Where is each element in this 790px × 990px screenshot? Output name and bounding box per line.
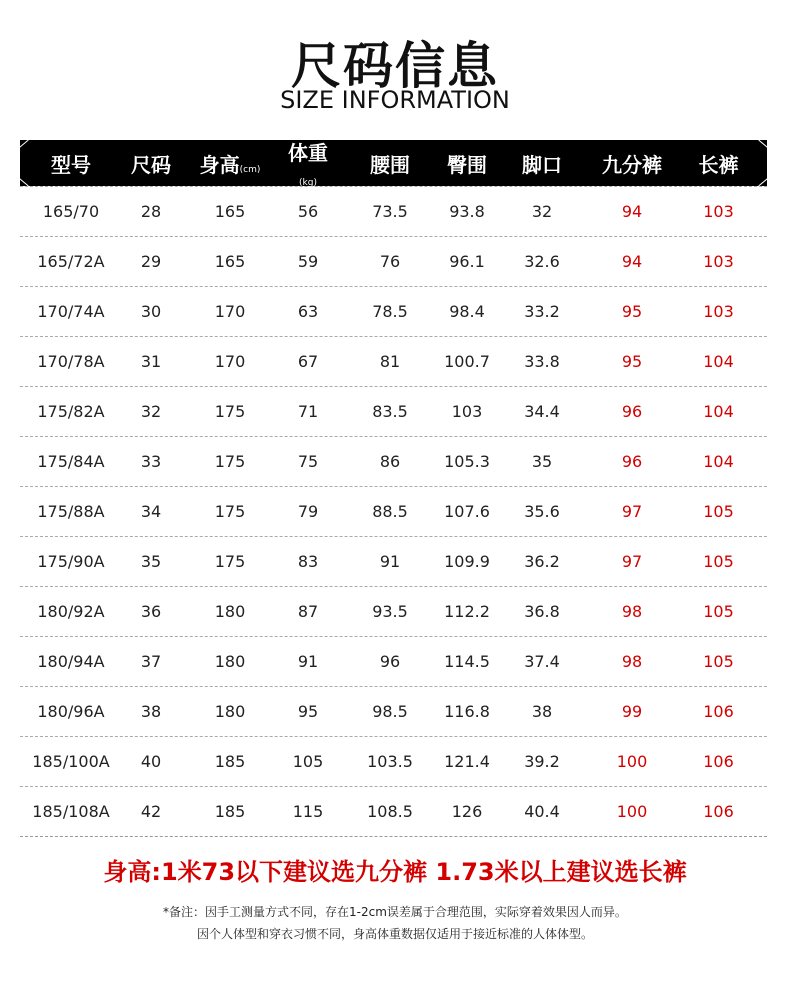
- cell-model: 180/94A: [37, 652, 105, 671]
- cell-cropped-length: 98: [621, 602, 643, 621]
- cell-waist: 78.5: [372, 302, 408, 321]
- footnote-line-1: *备注：因手工测量方式不同，存在1-2cm误差属于合理范围，实际穿着效果因人而异。: [163, 905, 627, 919]
- header-label: 尺码: [131, 152, 171, 177]
- table-row: [20, 386, 767, 436]
- table-row: [20, 786, 767, 836]
- cell-height: 175: [214, 502, 246, 521]
- header-label: 身高: [199, 152, 240, 177]
- cell-height: 180: [214, 652, 246, 671]
- cell-waist: 81: [379, 352, 401, 371]
- header-label: 臀围: [447, 152, 487, 177]
- cell-model: 185/108A: [32, 802, 110, 821]
- cell-hip: 96.1: [449, 252, 485, 271]
- cell-waist: 91: [379, 552, 401, 571]
- cell-hip: 100.7: [444, 352, 490, 371]
- cell-hem: 38: [531, 702, 553, 721]
- cell-waist: 83.5: [372, 402, 408, 421]
- recommendation-note: 身高:1米73以下建议选九分裤 1.73米以上建议选长裤: [103, 858, 687, 886]
- page-subtitle: SIZE INFORMATION: [280, 86, 510, 114]
- footnote-line-2: 因个人体型和穿衣习惯不同，身高体重数据仅适用于接近标准的人体体型。: [196, 927, 593, 941]
- cell-full-length: 104: [703, 402, 734, 421]
- cell-hip: 105.3: [444, 452, 490, 471]
- header-label: 体重: [288, 140, 328, 165]
- cell-hip: 107.6: [444, 502, 490, 521]
- cell-cropped-length: 94: [621, 252, 643, 271]
- cell-model: 175/84A: [37, 452, 105, 471]
- cell-hip: 126: [451, 802, 483, 821]
- header-hem: [490, 149, 594, 178]
- cell-weight: 59: [297, 252, 319, 271]
- table-row: [20, 586, 767, 636]
- page-title: 尺码信息: [291, 37, 499, 95]
- cell-hem: 32: [531, 202, 553, 221]
- header-label: 长裤: [698, 152, 739, 177]
- cell-full-length: 105: [703, 652, 734, 671]
- cell-hem: 37.4: [524, 652, 560, 671]
- cell-size: 40: [140, 752, 162, 771]
- cell-full-length: 106: [703, 752, 734, 771]
- cell-hem: 36.2: [524, 552, 560, 571]
- cell-weight: 91: [297, 652, 319, 671]
- size-table: [20, 140, 767, 837]
- cell-hem: 32.6: [524, 252, 560, 271]
- table-row: [20, 686, 767, 736]
- cell-height: 170: [214, 352, 246, 371]
- table-header: [20, 140, 767, 186]
- cell-height: 175: [214, 452, 246, 471]
- cell-size: 37: [140, 652, 162, 671]
- cell-model: 170/74A: [37, 302, 105, 321]
- cell-height: 165: [214, 202, 246, 221]
- cell-model: 175/88A: [37, 502, 105, 521]
- header-label: 脚口: [522, 152, 562, 177]
- cell-cropped-length: 95: [621, 352, 643, 371]
- header-weight: [280, 137, 336, 190]
- cell-size: 35: [140, 552, 162, 571]
- table-row: [20, 186, 767, 236]
- cell-hip: 112.2: [444, 602, 490, 621]
- table-row: [20, 636, 767, 686]
- cell-model: 165/72A: [37, 252, 105, 271]
- cell-model: 165/70: [42, 202, 100, 221]
- cell-hem: 40.4: [524, 802, 560, 821]
- corner-mark: [17, 177, 28, 187]
- cell-waist: 93.5: [372, 602, 408, 621]
- cell-full-length: 106: [703, 802, 734, 821]
- cell-full-length: 105: [703, 602, 734, 621]
- cell-hip: 93.8: [449, 202, 485, 221]
- cell-full-length: 104: [703, 452, 734, 471]
- cell-height: 175: [214, 402, 246, 421]
- cell-cropped-length: 97: [621, 502, 643, 521]
- cell-height: 180: [214, 602, 246, 621]
- cell-waist: 96: [379, 652, 401, 671]
- cell-weight: 56: [297, 202, 319, 221]
- cell-height: 185: [214, 752, 246, 771]
- cell-size: 30: [140, 302, 162, 321]
- cell-model: 170/78A: [37, 352, 105, 371]
- cell-hip: 114.5: [444, 652, 490, 671]
- cell-full-length: 103: [703, 202, 734, 221]
- table-row: [20, 486, 767, 536]
- cell-size: 36: [140, 602, 162, 621]
- cell-model: 185/100A: [32, 752, 110, 771]
- cell-model: 180/96A: [37, 702, 105, 721]
- cell-height: 180: [214, 702, 246, 721]
- header-unit: (cm): [239, 164, 261, 175]
- table-row: [20, 436, 767, 486]
- cell-waist: 73.5: [372, 202, 408, 221]
- cell-waist: 76: [379, 252, 401, 271]
- header-model: [20, 149, 122, 178]
- cell-cropped-length: 99: [621, 702, 643, 721]
- table-row: [20, 336, 767, 386]
- cell-cropped-length: 95: [621, 302, 643, 321]
- cell-weight: 95: [297, 702, 319, 721]
- header-hip: [444, 149, 490, 178]
- cell-size: 29: [140, 252, 162, 271]
- cell-weight: 79: [297, 502, 319, 521]
- cell-full-length: 104: [703, 352, 734, 371]
- cell-height: 175: [214, 552, 246, 571]
- cell-hem: 34.4: [524, 402, 560, 421]
- cell-weight: 63: [297, 302, 319, 321]
- cell-size: 32: [140, 402, 162, 421]
- cell-height: 170: [214, 302, 246, 321]
- cell-height: 165: [214, 252, 246, 271]
- cell-size: 28: [140, 202, 162, 221]
- cell-full-length: 105: [703, 502, 734, 521]
- cell-cropped-length: 100: [616, 752, 648, 771]
- cell-cropped-length: 96: [621, 402, 643, 421]
- cell-hem: 36.8: [524, 602, 560, 621]
- table-row: [20, 536, 767, 586]
- table-row: [20, 286, 767, 336]
- cell-hip: 109.9: [444, 552, 490, 571]
- cell-size: 34: [140, 502, 162, 521]
- cell-size: 33: [140, 452, 162, 471]
- cell-cropped-length: 98: [621, 652, 643, 671]
- cell-waist: 86: [379, 452, 401, 471]
- table-row: [20, 736, 767, 786]
- cell-size: 31: [140, 352, 162, 371]
- header-label: 型号: [51, 152, 91, 177]
- cell-height: 185: [214, 802, 246, 821]
- header-size: [122, 149, 180, 178]
- cell-hip: 98.4: [449, 302, 485, 321]
- cell-weight: 115: [292, 802, 324, 821]
- cell-weight: 67: [297, 352, 319, 371]
- cell-full-length: 103: [703, 252, 734, 271]
- cell-hem: 33.2: [524, 302, 560, 321]
- cell-weight: 87: [297, 602, 319, 621]
- cell-model: 180/92A: [37, 602, 105, 621]
- cell-waist: 88.5: [372, 502, 408, 521]
- cell-weight: 105: [292, 752, 324, 771]
- cell-size: 38: [140, 702, 162, 721]
- cell-full-length: 106: [703, 702, 734, 721]
- corner-mark: [758, 177, 769, 187]
- cell-hem: 33.8: [524, 352, 560, 371]
- cell-waist: 108.5: [367, 802, 413, 821]
- cell-size: 42: [140, 802, 162, 821]
- cell-cropped-length: 97: [621, 552, 643, 571]
- table-row: [20, 236, 767, 286]
- cell-cropped-length: 100: [616, 802, 648, 821]
- cell-hip: 103: [451, 402, 483, 421]
- cell-model: 175/90A: [37, 552, 105, 571]
- cell-cropped-length: 96: [621, 452, 643, 471]
- cell-hip: 116.8: [444, 702, 490, 721]
- cell-waist: 103.5: [367, 752, 413, 771]
- cell-hip: 121.4: [444, 752, 490, 771]
- table-body: [20, 186, 767, 836]
- header-full-length: [670, 149, 767, 178]
- header-waist: [336, 149, 444, 178]
- cell-hem: 39.2: [524, 752, 560, 771]
- cell-full-length: 105: [703, 552, 734, 571]
- cell-hem: 35: [531, 452, 553, 471]
- header-unit: (kg): [299, 177, 317, 188]
- cell-model: 175/82A: [37, 402, 105, 421]
- cell-hem: 35.6: [524, 502, 560, 521]
- cell-full-length: 103: [703, 302, 734, 321]
- cell-weight: 83: [297, 552, 319, 571]
- header-cropped-length: [594, 149, 670, 178]
- cell-cropped-length: 94: [621, 202, 643, 221]
- header-label: 腰围: [370, 152, 410, 177]
- cell-waist: 98.5: [372, 702, 408, 721]
- cell-weight: 75: [297, 452, 319, 471]
- header-label: 九分裤: [602, 152, 662, 177]
- header-height: [180, 149, 280, 178]
- cell-weight: 71: [297, 402, 319, 421]
